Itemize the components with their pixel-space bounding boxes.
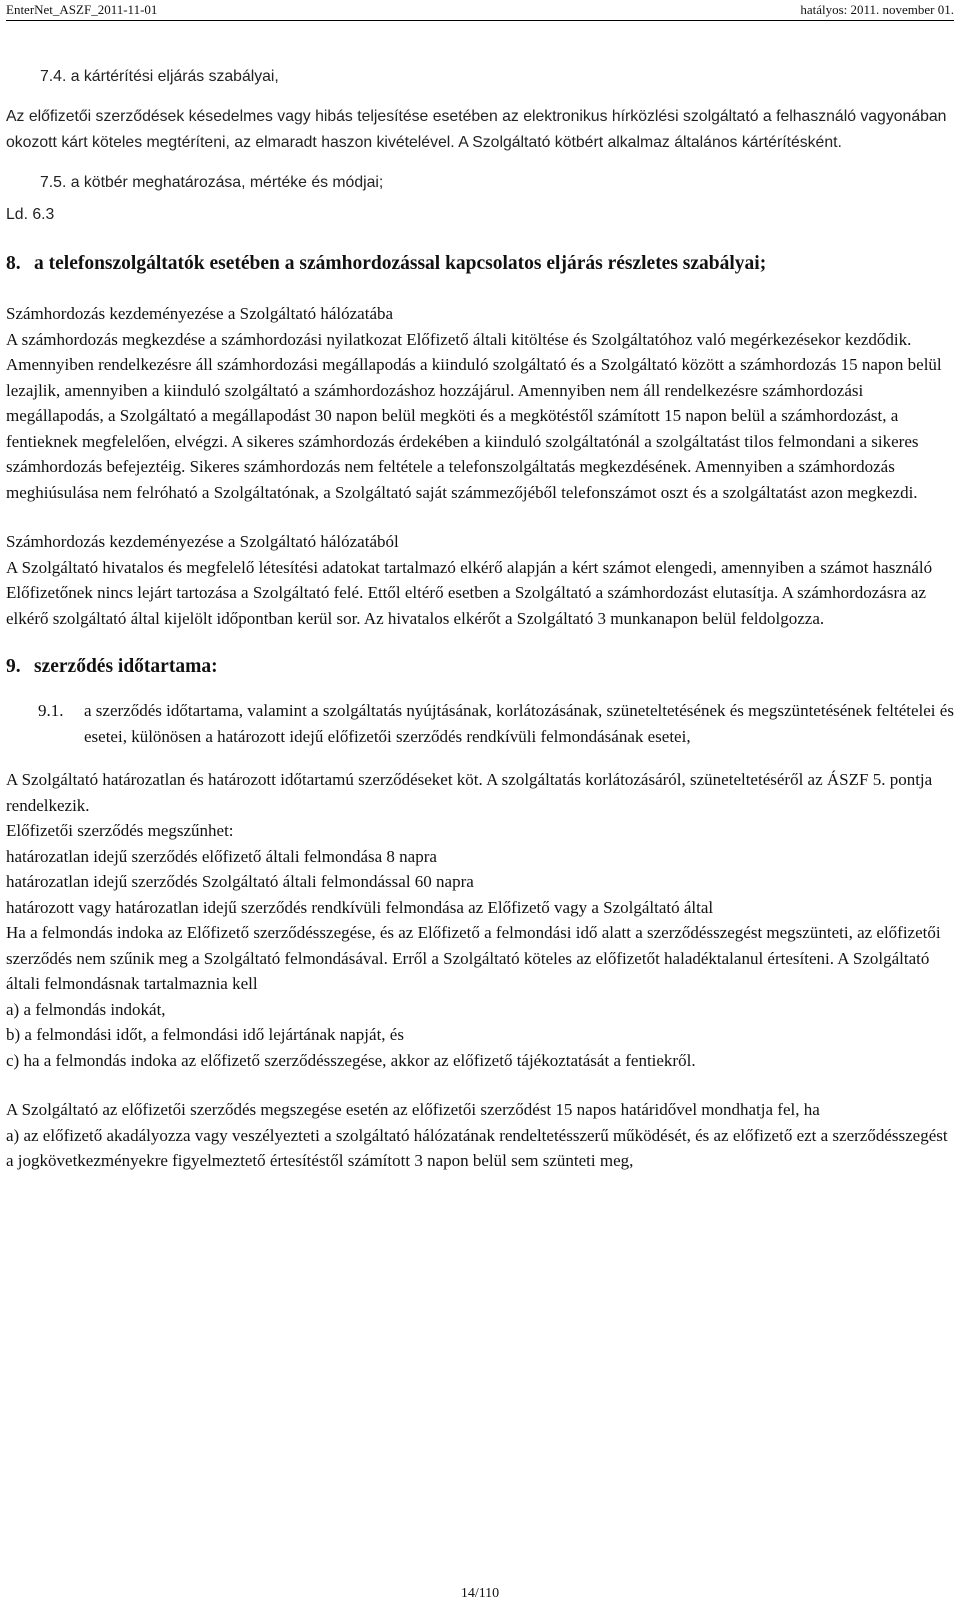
termination-line: határozott vagy határozatlan idejű szerződés rendkívüli felmondása az Előfizető vagy a Szolgáltató által (6, 897, 714, 917)
termination-line: Előfizetői szerződés megszűnhet: (6, 821, 234, 840)
termination-condition-a: a) az előfizető akadályozza vagy veszélyezteti a szolgáltató hálózatának rendeltetésszerű működését, és az előfizető ezt a szerződésszegést a jogkövetkezményekre figyelmeztető értesítéstől számított 3 napon belül sem szünteti meg, (6, 1125, 948, 1170)
porting-in-body: A számhordozás megkezdése a számhordozási nyilatkozat Előfizető általi kitöltése és Szolgáltatóhoz való megérkezésekor kezdődik. Amennyiben rendelkezésre áll számhordozási megállapodás a kiinduló szolgáltató és a Szolgáltató között a számhordozás 15 napon belül lezajlik, amennyiben a kiinduló szolgáltató a számhordozáshoz hozzájárul. Amennyiben nem áll rendelkezésre számhordozási megállapodás, a Szolgáltató a megállapodást 30 napon belül megköti és a megkötéstől számított 15 napon belül a számhordozást, a fentieknek megfelelően, elvégzi. A sikeres számhordozás érdekében a kiinduló szolgáltatónál a szolgáltatást tilos felmondani a sikeres számhordozás befejeztéig. Sikeres számhordozás nem feltétele a telefonszolgáltatás megkezdésének. Amennyiben a számhordozás meghiúsulása nem felróható a Szolgáltatónak, a Szolgáltató saját számmezőjéből telefonszámot oszt és a szolgáltatást azon megkezdi. (6, 329, 942, 502)
fifteen-day-termination-paragraph: A Szolgáltató az előfizetői szerződés megszegése esetén az előfizetői szerződést 15 napos határidővel mondhatja fel, ha (6, 1100, 820, 1119)
termination-notice-item: b) a felmondási időt, a felmondási idő lejártának napját, és (6, 1025, 404, 1044)
section-9-title: szerződés időtartama: (34, 656, 218, 677)
termination-line: határozatlan idejű szerződés Szolgáltató általi felmondással 60 napra (6, 872, 474, 891)
section-7-4-body: Az előfizetői szerződések késedelmes vagy hibás teljesítése esetében az elektronikus hírközlési szolgáltató a felhasználó vagyonában okozott kárt köteles megtéríteni, az elmaradt haszon kivételével. A Szolgáltató kötbért alkalmaz általános kártérítésként. (6, 108, 947, 151)
page-number: 14/110 (460, 1586, 500, 1601)
document-body (6, 64, 954, 1174)
porting-in-heading: Számhordozás kezdeményezése a Szolgáltató hálózatába (6, 304, 394, 323)
section-7-5-heading: 7.5. a kötbér meghatározása, mértéke és módjai; (40, 174, 384, 191)
section-7-4-heading: 7.4. a kártérítési eljárás szabályai, (40, 68, 279, 85)
contract-types-paragraph: A Szolgáltató határozatlan és határozott időtartamú szerződéseket köt. A szolgáltatás korlátozásáról, szüneteltetéséről az ÁSZF 5. pontja rendelkezik. (6, 770, 933, 815)
section-8-title: a telefonszolgáltatók esetében a számhordozással kapcsolatos eljárás részletes szabályai; (34, 253, 767, 274)
section-9-1-number: 9.1. (38, 701, 64, 720)
porting-out-body: A Szolgáltató hivatalos és megfelelő létesítési adatokat tartalmazó elkérő alapján a kért számot elengedi, amennyiben a számot használó Előfizetőnek nincs lejárt tartozása a Szolgáltató felé. Ettől eltérő esetben a Szolgáltató a számhordozást elutasítja. A számhordozásra az elkérő szolgáltató által kijelölt időpontban kerül sor. Az hivatalos elkérőt a Szolgáltató 3 munkanapon belül feldolgozza. (6, 557, 933, 628)
section-9-heading (6, 653, 954, 680)
termination-notice-item: a) a felmondás indokát, (6, 999, 166, 1019)
termination-line: határozatlan idejű szerződés előfizető általi felmondása 8 napra (6, 846, 437, 866)
section-8-heading (6, 250, 954, 277)
porting-out-heading: Számhordozás kezdeményezése a Szolgáltató hálózatából (6, 532, 399, 551)
termination-notice-item: c) ha a felmondás indoka az előfizető szerződésszegése, akkor az előfizető tájékoztatását a fentiekről. (6, 1050, 696, 1070)
section-9-1 (38, 698, 954, 749)
section-7-5-reference: Ld. 6.3 (6, 206, 55, 223)
section-8-number: 8. (6, 253, 21, 274)
header-effective-date: hatályos: 2011. november 01. (800, 2, 954, 17)
section-9-1-text: a szerződés időtartama, valamint a szolgáltatás nyújtásának, korlátozásának, szüneteltetésének és megszüntetésének feltételei és esetei, különösen a határozott idejű előfizetői szerződés rendkívüli felmondásának esetei, (84, 701, 954, 746)
breach-termination-paragraph: Ha a felmondás indoka az Előfizető szerződésszegése, és az Előfizető a felmondási idő alatt a szerződésszegést megszünteti, az előfizetői szerződés nem szűnik meg a Szolgáltató felmondásával. Erről a Szolgáltató köteles az előfizetőt haladéktalanul értesíteni. A Szolgáltató általi felmondásnak tartalmaznia kell (6, 923, 941, 993)
header-doc-id: EnterNet_ASZF_2011-11-01 (6, 2, 158, 17)
section-9-number: 9. (6, 656, 21, 677)
header-divider (6, 20, 954, 21)
